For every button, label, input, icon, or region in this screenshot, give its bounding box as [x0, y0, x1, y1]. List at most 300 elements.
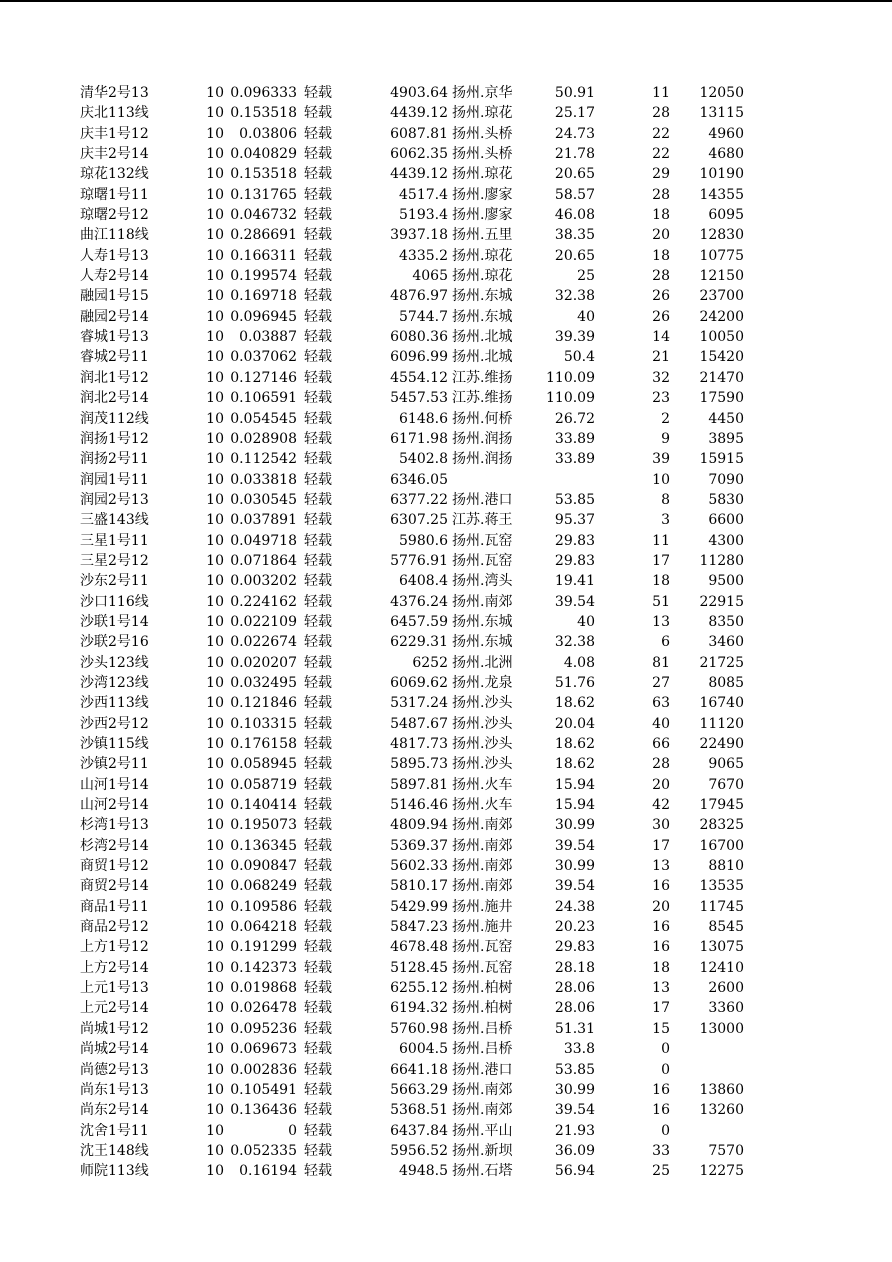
load-status-cell[interactable]: 轻载: [304, 410, 332, 427]
line-name-cell[interactable]: 上元1号13: [80, 980, 149, 997]
substation-cell[interactable]: 扬州.沙头: [452, 715, 513, 732]
line-name-cell[interactable]: 人寿2号14: [80, 268, 149, 285]
substation-cell[interactable]: 扬州.瓦窑: [452, 552, 513, 569]
count-cell[interactable]: 42: [652, 797, 670, 814]
count-cell[interactable]: 51: [652, 593, 670, 610]
voltage-cell[interactable]: 10: [206, 695, 224, 712]
capacity-cell[interactable]: 22490: [699, 736, 744, 752]
capacity-cell[interactable]: 4680: [708, 146, 744, 163]
capacity-cell[interactable]: 13115: [699, 105, 744, 122]
substation-cell[interactable]: 扬州.东城: [452, 288, 513, 305]
substation-cell[interactable]: 扬州.瓦窑: [452, 532, 513, 549]
load-status-cell[interactable]: 轻载: [304, 1020, 332, 1037]
margin-value-cell[interactable]: 5810.17: [390, 878, 448, 895]
substation-cell[interactable]: 扬州.湾头: [452, 573, 513, 590]
line-name-cell[interactable]: 商贸1号12: [80, 858, 149, 875]
margin-value-cell[interactable]: 6408.4: [399, 573, 448, 590]
substation-cell[interactable]: 扬州.南郊: [452, 817, 513, 834]
load-rate-cell[interactable]: 0.131765: [230, 186, 297, 203]
count-cell[interactable]: 11: [652, 85, 670, 101]
line-name-cell[interactable]: 庆丰2号14: [80, 146, 149, 163]
count-cell[interactable]: 18: [652, 247, 670, 264]
line-name-cell[interactable]: 清华2号13: [80, 85, 149, 101]
line-name-cell[interactable]: 尚德2号13: [80, 1061, 149, 1078]
count-cell[interactable]: 28: [652, 186, 670, 203]
substation-cell[interactable]: 扬州.北城: [452, 329, 513, 346]
count-cell[interactable]: 0: [661, 1041, 670, 1058]
voltage-cell[interactable]: 10: [206, 105, 224, 122]
substation-cell[interactable]: 扬州.港口: [452, 1061, 513, 1078]
line-name-cell[interactable]: 润北1号12: [80, 369, 149, 386]
load-status-cell[interactable]: 轻载: [304, 776, 332, 793]
voltage-cell[interactable]: 10: [206, 308, 224, 325]
line-name-cell[interactable]: 沙湾123线: [80, 674, 149, 691]
load-rate-cell[interactable]: 0.127146: [230, 369, 297, 386]
load-status-cell[interactable]: 轻载: [304, 1163, 332, 1180]
margin-value-cell[interactable]: 5369.37: [390, 837, 448, 854]
substation-cell[interactable]: 扬州.头桥: [452, 146, 513, 163]
load-status-cell[interactable]: 轻载: [304, 512, 332, 529]
load-status-cell[interactable]: 轻载: [304, 898, 332, 915]
voltage-cell[interactable]: 10: [206, 613, 224, 630]
length-cell[interactable]: 36.09: [554, 1142, 595, 1159]
load-rate-cell[interactable]: 0.142373: [230, 959, 297, 976]
length-cell[interactable]: 20.65: [554, 166, 595, 183]
length-cell[interactable]: 50.4: [563, 349, 595, 366]
count-cell[interactable]: 30: [652, 817, 670, 834]
count-cell[interactable]: 29: [652, 166, 670, 183]
line-name-cell[interactable]: 沙头123线: [80, 654, 149, 671]
substation-cell[interactable]: 扬州.瓦窑: [452, 959, 513, 976]
margin-value-cell[interactable]: 6229.31: [390, 634, 448, 651]
count-cell[interactable]: 23: [652, 390, 670, 407]
voltage-cell[interactable]: 10: [206, 939, 224, 956]
load-rate-cell[interactable]: 0.121846: [230, 695, 297, 712]
voltage-cell[interactable]: 10: [206, 166, 224, 183]
capacity-cell[interactable]: 15420: [699, 349, 744, 366]
margin-value-cell[interactable]: 5744.7: [399, 308, 448, 325]
length-cell[interactable]: 28.06: [554, 1000, 595, 1017]
length-cell[interactable]: 20.65: [554, 247, 595, 264]
substation-cell[interactable]: 扬州.东城: [452, 308, 513, 325]
voltage-cell[interactable]: 10: [206, 1020, 224, 1037]
line-name-cell[interactable]: 曲江118线: [80, 227, 149, 244]
capacity-cell[interactable]: 10190: [699, 166, 744, 183]
count-cell[interactable]: 40: [652, 715, 670, 732]
load-status-cell[interactable]: 轻载: [304, 736, 332, 752]
load-rate-cell[interactable]: 0.019868: [230, 980, 297, 997]
capacity-cell[interactable]: 8810: [708, 858, 744, 875]
load-rate-cell[interactable]: 0.030545: [230, 491, 297, 508]
load-rate-cell[interactable]: 0.054545: [230, 410, 297, 427]
count-cell[interactable]: 8: [661, 491, 670, 508]
load-status-cell[interactable]: 轻载: [304, 1041, 332, 1058]
length-cell[interactable]: 28.18: [554, 959, 595, 976]
load-rate-cell[interactable]: 0.040829: [230, 146, 297, 163]
voltage-cell[interactable]: 10: [206, 349, 224, 366]
load-rate-cell[interactable]: 0: [288, 1122, 297, 1139]
substation-cell[interactable]: 扬州.京华: [452, 85, 513, 101]
length-cell[interactable]: 33.89: [554, 430, 595, 447]
voltage-cell[interactable]: 10: [206, 797, 224, 814]
count-cell[interactable]: 18: [652, 959, 670, 976]
line-name-cell[interactable]: 琼花132线: [80, 166, 149, 183]
margin-value-cell[interactable]: 5895.73: [390, 756, 448, 773]
length-cell[interactable]: 29.83: [554, 552, 595, 569]
capacity-cell[interactable]: 5830: [708, 491, 744, 508]
line-name-cell[interactable]: 庆北113线: [80, 105, 149, 122]
load-status-cell[interactable]: 轻载: [304, 613, 332, 630]
capacity-cell[interactable]: 8350: [708, 613, 744, 630]
length-cell[interactable]: 29.83: [554, 532, 595, 549]
substation-cell[interactable]: 扬州.南郊: [452, 858, 513, 875]
load-rate-cell[interactable]: 0.069673: [230, 1041, 297, 1058]
load-rate-cell[interactable]: 0.153518: [230, 166, 297, 183]
voltage-cell[interactable]: 10: [206, 756, 224, 773]
line-name-cell[interactable]: 商贸2号14: [80, 878, 149, 895]
capacity-cell[interactable]: 11120: [699, 715, 744, 732]
count-cell[interactable]: 17: [652, 1000, 670, 1017]
count-cell[interactable]: 66: [652, 736, 670, 752]
count-cell[interactable]: 0: [661, 1061, 670, 1078]
capacity-cell[interactable]: 9500: [708, 573, 744, 590]
substation-cell[interactable]: 扬州.北洲: [452, 654, 513, 671]
capacity-cell[interactable]: 6095: [708, 207, 744, 224]
voltage-cell[interactable]: 10: [206, 674, 224, 691]
count-cell[interactable]: 13: [652, 980, 670, 997]
margin-value-cell[interactable]: 5457.53: [390, 390, 448, 407]
line-name-cell[interactable]: 商品2号12: [80, 919, 149, 936]
load-rate-cell[interactable]: 0.176158: [230, 736, 297, 752]
load-rate-cell[interactable]: 0.037891: [230, 512, 297, 529]
margin-value-cell[interactable]: 5487.67: [390, 715, 448, 732]
count-cell[interactable]: 10: [652, 471, 670, 488]
load-status-cell[interactable]: 轻载: [304, 390, 332, 407]
length-cell[interactable]: 38.35: [554, 227, 595, 244]
load-rate-cell[interactable]: 0.136436: [230, 1102, 297, 1119]
voltage-cell[interactable]: 10: [206, 593, 224, 610]
capacity-cell[interactable]: 24200: [699, 308, 744, 325]
margin-value-cell[interactable]: 6346.05: [390, 471, 448, 488]
substation-cell[interactable]: 扬州.吕桥: [452, 1020, 513, 1037]
capacity-cell[interactable]: 4960: [708, 125, 744, 142]
length-cell[interactable]: 33.89: [554, 451, 595, 468]
line-name-cell[interactable]: 沙联1号14: [80, 613, 149, 630]
length-cell[interactable]: 53.85: [554, 491, 595, 508]
line-name-cell[interactable]: 三盛143线: [80, 512, 149, 529]
load-rate-cell[interactable]: 0.106591: [230, 390, 297, 407]
load-status-cell[interactable]: 轻载: [304, 146, 332, 163]
line-name-cell[interactable]: 琼曙2号12: [80, 207, 149, 224]
capacity-cell[interactable]: 28325: [699, 817, 744, 834]
margin-value-cell[interactable]: 5317.24: [390, 695, 448, 712]
length-cell[interactable]: 58.57: [554, 186, 595, 203]
margin-value-cell[interactable]: 6062.35: [390, 146, 448, 163]
line-name-cell[interactable]: 沙口116线: [80, 593, 149, 610]
count-cell[interactable]: 16: [652, 1102, 670, 1119]
capacity-cell[interactable]: 17590: [699, 390, 744, 407]
load-rate-cell[interactable]: 0.105491: [230, 1081, 297, 1098]
substation-cell[interactable]: 扬州.沙头: [452, 736, 513, 752]
substation-cell[interactable]: 江苏.维扬: [452, 369, 513, 386]
length-cell[interactable]: 18.62: [554, 736, 595, 752]
margin-value-cell[interactable]: 4948.5: [399, 1163, 448, 1180]
line-name-cell[interactable]: 沙镇115线: [80, 736, 149, 752]
margin-value-cell[interactable]: 4809.94: [390, 817, 448, 834]
length-cell[interactable]: 24.38: [554, 898, 595, 915]
line-name-cell[interactable]: 上方2号14: [80, 959, 149, 976]
margin-value-cell[interactable]: 5146.46: [390, 797, 448, 814]
load-status-cell[interactable]: 轻载: [304, 532, 332, 549]
count-cell[interactable]: 20: [652, 227, 670, 244]
load-rate-cell[interactable]: 0.058719: [230, 776, 297, 793]
substation-cell[interactable]: 扬州.琼花: [452, 247, 513, 264]
capacity-cell[interactable]: 12050: [699, 85, 744, 101]
line-name-cell[interactable]: 商品1号11: [80, 898, 149, 915]
substation-cell[interactable]: 扬州.火车: [452, 797, 513, 814]
count-cell[interactable]: 21: [652, 349, 670, 366]
capacity-cell[interactable]: 12410: [699, 959, 744, 976]
line-name-cell[interactable]: 融园2号14: [80, 308, 149, 325]
capacity-cell[interactable]: 17945: [699, 797, 744, 814]
load-status-cell[interactable]: 轻载: [304, 573, 332, 590]
count-cell[interactable]: 28: [652, 268, 670, 285]
load-rate-cell[interactable]: 0.140414: [230, 797, 297, 814]
margin-value-cell[interactable]: 5602.33: [390, 858, 448, 875]
margin-value-cell[interactable]: 6377.22: [390, 491, 448, 508]
substation-cell[interactable]: 扬州.润扬: [452, 430, 513, 447]
margin-value-cell[interactable]: 3937.18: [390, 227, 448, 244]
capacity-cell[interactable]: 6600: [708, 512, 744, 529]
count-cell[interactable]: 13: [652, 858, 670, 875]
capacity-cell[interactable]: 11280: [699, 552, 744, 569]
substation-cell[interactable]: 扬州.施井: [452, 898, 513, 915]
margin-value-cell[interactable]: 4065: [412, 268, 448, 285]
substation-cell[interactable]: 江苏.蒋王: [452, 512, 513, 529]
count-cell[interactable]: 18: [652, 573, 670, 590]
load-rate-cell[interactable]: 0.058945: [230, 756, 297, 773]
load-status-cell[interactable]: 轻载: [304, 837, 332, 854]
voltage-cell[interactable]: 10: [206, 573, 224, 590]
load-status-cell[interactable]: 轻载: [304, 186, 332, 203]
margin-value-cell[interactable]: 4817.73: [390, 736, 448, 752]
substation-cell[interactable]: 扬州.南郊: [452, 1102, 513, 1119]
load-rate-cell[interactable]: 0.026478: [230, 1000, 297, 1017]
margin-value-cell[interactable]: 5897.81: [390, 776, 448, 793]
load-rate-cell[interactable]: 0.112542: [230, 451, 297, 468]
load-status-cell[interactable]: 轻载: [304, 105, 332, 122]
count-cell[interactable]: 28: [652, 105, 670, 122]
substation-cell[interactable]: 扬州.五里: [452, 227, 513, 244]
margin-value-cell[interactable]: 4517.4: [399, 186, 448, 203]
load-status-cell[interactable]: 轻载: [304, 1102, 332, 1119]
load-status-cell[interactable]: 轻载: [304, 1000, 332, 1017]
voltage-cell[interactable]: 10: [206, 817, 224, 834]
length-cell[interactable]: 110.09: [546, 390, 595, 407]
margin-value-cell[interactable]: 6255.12: [390, 980, 448, 997]
load-status-cell[interactable]: 轻载: [304, 634, 332, 651]
count-cell[interactable]: 26: [652, 308, 670, 325]
length-cell[interactable]: 39.54: [554, 837, 595, 854]
voltage-cell[interactable]: 10: [206, 125, 224, 142]
length-cell[interactable]: 95.37: [554, 512, 595, 529]
count-cell[interactable]: 0: [661, 1122, 670, 1139]
capacity-cell[interactable]: 11745: [699, 898, 744, 915]
capacity-cell[interactable]: 12275: [699, 1163, 744, 1180]
line-name-cell[interactable]: 融园1号15: [80, 288, 149, 305]
margin-value-cell[interactable]: 5402.8: [399, 451, 448, 468]
load-rate-cell[interactable]: 0.064218: [230, 919, 297, 936]
capacity-cell[interactable]: 10775: [699, 247, 744, 264]
voltage-cell[interactable]: 10: [206, 878, 224, 895]
load-status-cell[interactable]: 轻载: [304, 125, 332, 142]
substation-cell[interactable]: 扬州.何桥: [452, 410, 513, 427]
voltage-cell[interactable]: 10: [206, 369, 224, 386]
line-name-cell[interactable]: 上元2号14: [80, 1000, 149, 1017]
margin-value-cell[interactable]: 5429.99: [390, 898, 448, 915]
voltage-cell[interactable]: 10: [206, 980, 224, 997]
load-rate-cell[interactable]: 0.224162: [230, 593, 297, 610]
voltage-cell[interactable]: 10: [206, 715, 224, 732]
load-status-cell[interactable]: 轻载: [304, 1142, 332, 1159]
load-rate-cell[interactable]: 0.03806: [239, 125, 297, 142]
voltage-cell[interactable]: 10: [206, 776, 224, 793]
load-rate-cell[interactable]: 0.068249: [230, 878, 297, 895]
substation-cell[interactable]: 扬州.头桥: [452, 125, 513, 142]
voltage-cell[interactable]: 10: [206, 959, 224, 976]
count-cell[interactable]: 13: [652, 613, 670, 630]
substation-cell[interactable]: 扬州.柏树: [452, 980, 513, 997]
length-cell[interactable]: 30.99: [554, 858, 595, 875]
length-cell[interactable]: 20.23: [554, 919, 595, 936]
substation-cell[interactable]: 扬州.吕桥: [452, 1041, 513, 1058]
load-rate-cell[interactable]: 0.166311: [230, 247, 297, 264]
margin-value-cell[interactable]: 6457.59: [390, 613, 448, 630]
substation-cell[interactable]: 扬州.沙头: [452, 756, 513, 773]
length-cell[interactable]: 30.99: [554, 1081, 595, 1098]
line-name-cell[interactable]: 尚东2号14: [80, 1102, 149, 1119]
capacity-cell[interactable]: 4450: [708, 410, 744, 427]
length-cell[interactable]: 40: [577, 308, 595, 325]
line-name-cell[interactable]: 庆丰1号12: [80, 125, 149, 142]
count-cell[interactable]: 27: [652, 674, 670, 691]
voltage-cell[interactable]: 10: [206, 532, 224, 549]
margin-value-cell[interactable]: 4554.12: [390, 369, 448, 386]
load-rate-cell[interactable]: 0.052335: [230, 1142, 297, 1159]
load-rate-cell[interactable]: 0.022109: [230, 613, 297, 630]
margin-value-cell[interactable]: 4439.12: [390, 105, 448, 122]
capacity-cell[interactable]: 9065: [708, 756, 744, 773]
line-name-cell[interactable]: 山河1号14: [80, 776, 149, 793]
line-name-cell[interactable]: 三星2号12: [80, 552, 149, 569]
count-cell[interactable]: 17: [652, 552, 670, 569]
substation-cell[interactable]: 扬州.廖家: [452, 207, 513, 224]
load-status-cell[interactable]: 轻载: [304, 451, 332, 468]
line-name-cell[interactable]: 杉湾2号14: [80, 837, 149, 854]
count-cell[interactable]: 18: [652, 207, 670, 224]
margin-value-cell[interactable]: 6087.81: [390, 125, 448, 142]
voltage-cell[interactable]: 10: [206, 471, 224, 488]
margin-value-cell[interactable]: 5368.51: [390, 1102, 448, 1119]
load-status-cell[interactable]: 轻载: [304, 268, 332, 285]
load-rate-cell[interactable]: 0.191299: [230, 939, 297, 956]
length-cell[interactable]: 18.62: [554, 756, 595, 773]
margin-value-cell[interactable]: 6096.99: [390, 349, 448, 366]
margin-value-cell[interactable]: 5760.98: [390, 1020, 448, 1037]
margin-value-cell[interactable]: 6148.6: [399, 410, 448, 427]
substation-cell[interactable]: 扬州.南郊: [452, 1081, 513, 1098]
voltage-cell[interactable]: 10: [206, 390, 224, 407]
line-name-cell[interactable]: 人寿1号13: [80, 247, 149, 264]
substation-cell[interactable]: 扬州.南郊: [452, 837, 513, 854]
voltage-cell[interactable]: 10: [206, 329, 224, 346]
voltage-cell[interactable]: 10: [206, 85, 224, 101]
voltage-cell[interactable]: 10: [206, 654, 224, 671]
line-name-cell[interactable]: 润园2号13: [80, 491, 149, 508]
load-status-cell[interactable]: 轻载: [304, 878, 332, 895]
load-rate-cell[interactable]: 0.049718: [230, 532, 297, 549]
substation-cell[interactable]: 扬州.龙泉: [452, 674, 513, 691]
line-name-cell[interactable]: 润北2号14: [80, 390, 149, 407]
load-status-cell[interactable]: 轻载: [304, 1081, 332, 1098]
count-cell[interactable]: 2: [661, 410, 670, 427]
load-status-cell[interactable]: 轻载: [304, 369, 332, 386]
voltage-cell[interactable]: 10: [206, 858, 224, 875]
load-status-cell[interactable]: 轻载: [304, 715, 332, 732]
line-name-cell[interactable]: 沈王148线: [80, 1142, 149, 1159]
load-status-cell[interactable]: 轻载: [304, 939, 332, 956]
load-status-cell[interactable]: 轻载: [304, 1061, 332, 1078]
capacity-cell[interactable]: 7670: [708, 776, 744, 793]
load-status-cell[interactable]: 轻载: [304, 207, 332, 224]
margin-value-cell[interactable]: 5956.52: [390, 1142, 448, 1159]
capacity-cell[interactable]: 13535: [699, 878, 744, 895]
count-cell[interactable]: 17: [652, 837, 670, 854]
line-name-cell[interactable]: 润扬1号12: [80, 430, 149, 447]
count-cell[interactable]: 81: [652, 654, 670, 671]
count-cell[interactable]: 3: [661, 512, 670, 529]
load-status-cell[interactable]: 轻载: [304, 247, 332, 264]
capacity-cell[interactable]: 8545: [708, 919, 744, 936]
length-cell[interactable]: 51.76: [554, 674, 595, 691]
load-status-cell[interactable]: 轻载: [304, 919, 332, 936]
load-rate-cell[interactable]: 0.003202: [230, 573, 297, 590]
line-name-cell[interactable]: 尚城2号14: [80, 1041, 149, 1058]
length-cell[interactable]: 39.54: [554, 593, 595, 610]
load-status-cell[interactable]: 轻载: [304, 797, 332, 814]
length-cell[interactable]: 25.17: [554, 105, 595, 122]
count-cell[interactable]: 25: [652, 1163, 670, 1180]
voltage-cell[interactable]: 10: [206, 837, 224, 854]
line-name-cell[interactable]: 沈舍1号11: [80, 1122, 149, 1139]
margin-value-cell[interactable]: 6194.32: [390, 1000, 448, 1017]
load-rate-cell[interactable]: 0.033818: [230, 471, 297, 488]
voltage-cell[interactable]: 10: [206, 247, 224, 264]
length-cell[interactable]: 21.93: [554, 1122, 595, 1139]
length-cell[interactable]: 32.38: [554, 634, 595, 651]
length-cell[interactable]: 20.04: [554, 715, 595, 732]
load-rate-cell[interactable]: 0.046732: [230, 207, 297, 224]
margin-value-cell[interactable]: 4876.97: [390, 288, 448, 305]
substation-cell[interactable]: 扬州.平山: [452, 1122, 513, 1139]
count-cell[interactable]: 11: [652, 532, 670, 549]
length-cell[interactable]: 39.54: [554, 878, 595, 895]
load-rate-cell[interactable]: 0.136345: [230, 837, 297, 854]
load-status-cell[interactable]: 轻载: [304, 1122, 332, 1139]
load-status-cell[interactable]: 轻载: [304, 654, 332, 671]
line-name-cell[interactable]: 润茂112线: [80, 410, 149, 427]
substation-cell[interactable]: 扬州.南郊: [452, 593, 513, 610]
